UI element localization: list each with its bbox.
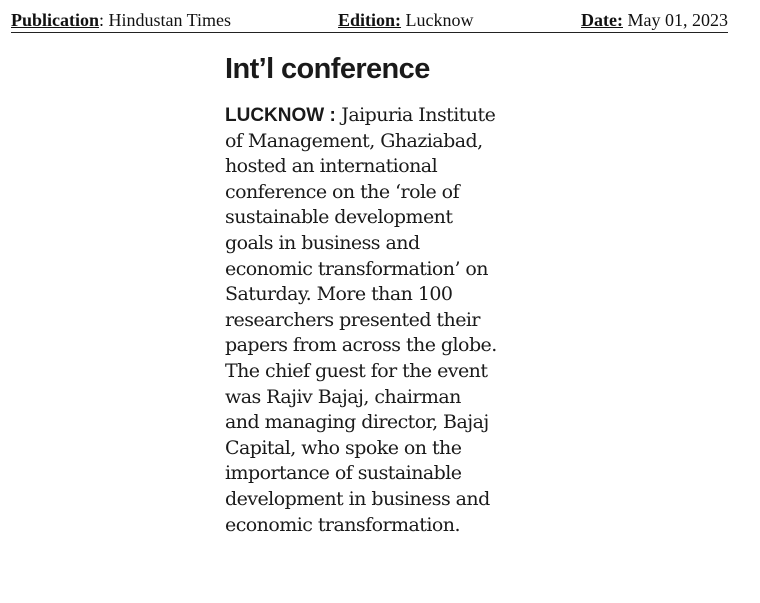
clipping-header [11,8,728,33]
article-headline: Int’l conference [225,53,430,85]
article-line: importance of sustainable [225,462,462,485]
article-line: sustainable development [225,206,453,229]
article-line: Capital, who spoke on the [225,436,462,459]
publication-info [11,8,231,32]
article-line: economic transformation. [225,513,460,536]
dateline: LUCKNOW : [225,105,336,126]
article-line: and managing director, Bajaj [225,411,489,434]
first-line-text: Jaipuria Institute [335,104,496,126]
edition-value: Lucknow [401,10,474,30]
article-line [225,103,525,129]
article-line: was Rajiv Bajaj, chairman [225,385,461,408]
article-line: of Management, Ghaziabad, [225,129,483,152]
edition-info [338,8,474,32]
article-line: researchers presented their [225,308,480,331]
publication-value: : Hindustan Times [99,10,232,30]
edition-label: Edition: [338,10,402,30]
article-line: papers from across the globe. [225,334,497,357]
date-info [581,8,728,32]
date-value: May 01, 2023 [623,10,728,30]
article-line: goals in business and [225,231,420,254]
article-line: The chief guest for the event [225,359,488,382]
article-line: development in business and [225,487,490,510]
date-label: Date: [581,10,623,30]
article-line: conference on the ‘role of [225,180,460,203]
article-line: hosted an international [225,155,438,178]
article-body [225,103,525,538]
article-line: Saturday. More than 100 [225,283,453,306]
publication-label: Publication [11,10,100,30]
article-line: economic transformation’ on [225,257,488,280]
